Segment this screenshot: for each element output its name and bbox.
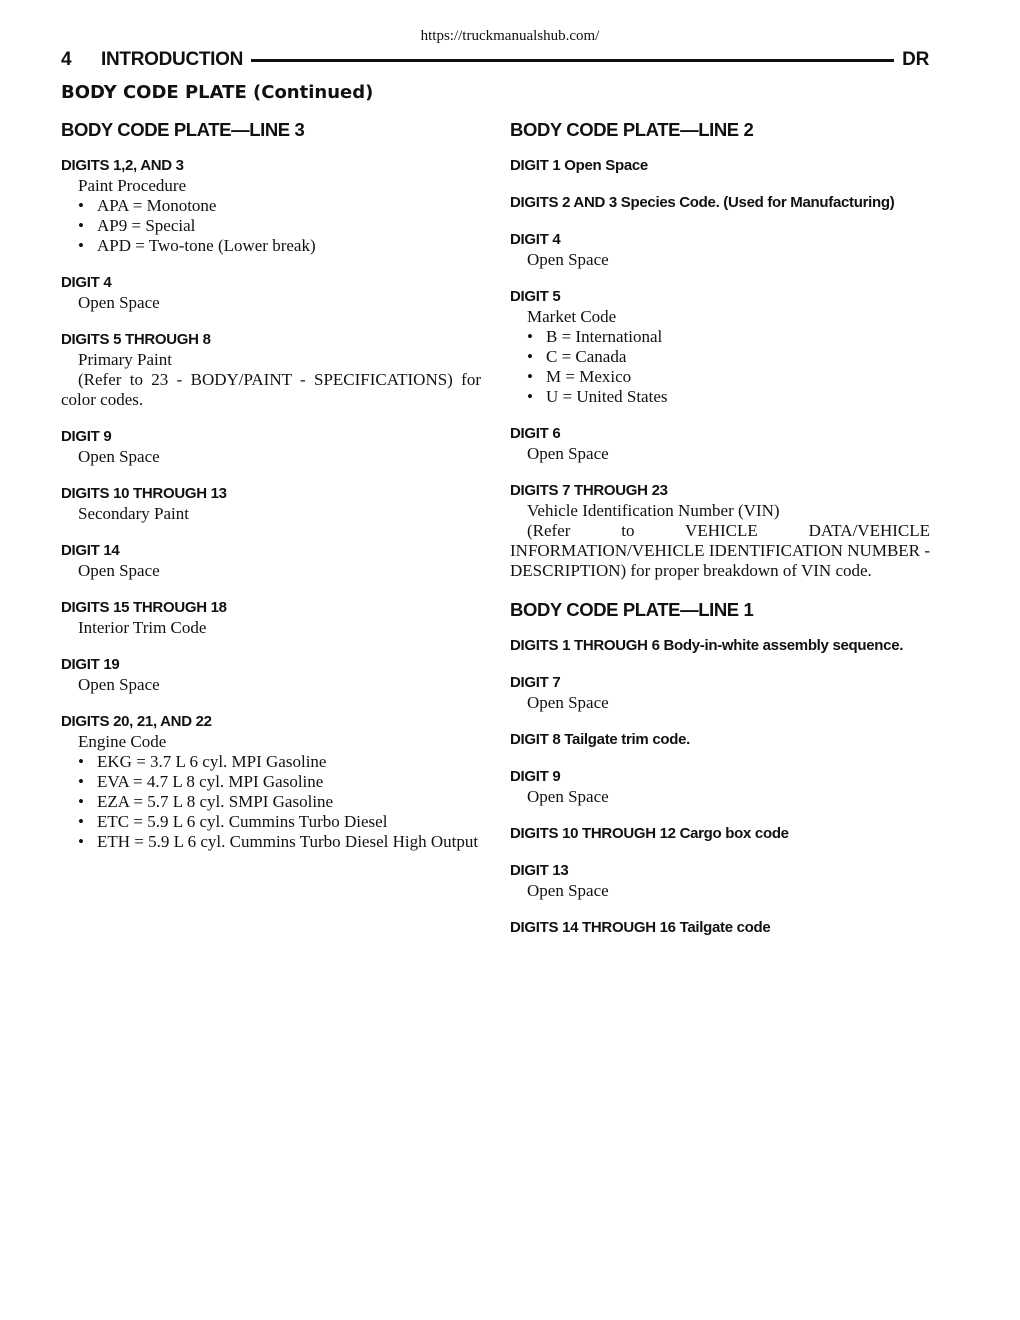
list-item: • EKG = 3.7 L 6 cyl. MPI Gasoline bbox=[78, 752, 327, 771]
list-item: • C = Canada bbox=[527, 347, 627, 366]
digit-text: Open Space bbox=[527, 787, 609, 806]
bullet-icon: • bbox=[78, 832, 84, 851]
digit-heading: DIGIT 4 bbox=[510, 231, 561, 248]
digit-item bbox=[510, 730, 930, 750]
digit-heading: DIGITS 1 THROUGH 6 Body-in-white assembly sequence. bbox=[510, 637, 904, 654]
digit-item bbox=[510, 861, 930, 901]
digit-heading: DIGITS 10 THROUGH 12 Cargo box code bbox=[510, 825, 789, 842]
digit-item bbox=[61, 541, 481, 581]
bullet-icon: • bbox=[527, 367, 533, 386]
left-column bbox=[61, 118, 481, 869]
digit-heading: DIGIT 14 bbox=[61, 542, 120, 559]
digit-heading: DIGIT 9 bbox=[61, 428, 112, 445]
digit-text: Open Space bbox=[78, 561, 160, 580]
digit-heading: DIGITS 2 AND 3 Species Code. (Used for Manufacturing) bbox=[510, 194, 895, 211]
digit-heading: DIGIT 4 bbox=[61, 274, 112, 291]
digit-note: (Refer to 23 - BODY/PAINT - SPECIFICATIONS) for color codes. bbox=[61, 370, 481, 409]
bullet-icon: • bbox=[527, 387, 533, 406]
digit-heading: DIGITS 14 THROUGH 16 Tailgate code bbox=[510, 919, 771, 936]
digit-heading: DIGITS 20, 21, AND 22 bbox=[61, 713, 212, 730]
bullet-icon: • bbox=[527, 347, 533, 366]
digit-heading: DIGIT 5 bbox=[510, 288, 561, 305]
digit-item bbox=[510, 673, 930, 713]
page-number: 4 bbox=[61, 49, 72, 70]
digit-item bbox=[510, 918, 930, 938]
digit-note: (Refer to VEHICLE DATA/VEHICLE INFORMATION/VEHICLE IDENTIFICATION NUMBER - DESCRIPTION) for proper breakdown of VIN code. bbox=[510, 521, 930, 580]
digit-text: Paint Procedure bbox=[78, 176, 187, 195]
right-column bbox=[510, 118, 930, 955]
list-item: • ETC = 5.9 L 6 cyl. Cummins Turbo Diesel bbox=[78, 812, 388, 831]
model-code: DR bbox=[902, 49, 929, 70]
digit-text: Market Code bbox=[527, 307, 617, 326]
digit-text: Open Space bbox=[527, 881, 609, 900]
list-item: • APD = Two-tone (Lower break) bbox=[78, 236, 316, 255]
digit-heading: DIGIT 19 bbox=[61, 656, 120, 673]
digit-text: Open Space bbox=[527, 693, 609, 712]
bullet-icon: • bbox=[78, 792, 84, 811]
section-name: INTRODUCTION bbox=[101, 49, 244, 70]
digit-heading: DIGITS 5 THROUGH 8 bbox=[61, 331, 211, 348]
bullet-icon: • bbox=[527, 327, 533, 346]
bullet-list bbox=[61, 196, 481, 256]
line1-title: BODY CODE PLATE—LINE 1 bbox=[510, 599, 754, 620]
digit-heading: DIGIT 7 bbox=[510, 674, 561, 691]
digit-item bbox=[510, 636, 930, 656]
digit-heading: DIGIT 9 bbox=[510, 768, 561, 785]
digit-heading: DIGITS 1,2, AND 3 bbox=[61, 157, 184, 174]
digit-item bbox=[61, 598, 481, 638]
digit-item bbox=[61, 712, 481, 852]
digit-item bbox=[510, 481, 930, 581]
digit-heading: DIGIT 13 bbox=[510, 862, 569, 879]
bullet-list bbox=[61, 752, 481, 852]
list-item: • ETH = 5.9 L 6 cyl. Cummins Turbo Diesel High Output bbox=[78, 832, 479, 851]
digit-text: Vehicle Identification Number (VIN) bbox=[527, 501, 780, 520]
bullet-icon: • bbox=[78, 236, 84, 255]
list-item: • AP9 = Special bbox=[78, 216, 196, 235]
digit-text: Open Space bbox=[527, 250, 609, 269]
digit-item bbox=[61, 484, 481, 524]
digit-text: Interior Trim Code bbox=[78, 618, 207, 637]
digit-text: Open Space bbox=[78, 675, 160, 694]
digit-heading: DIGIT 1 Open Space bbox=[510, 157, 648, 174]
digit-item bbox=[61, 427, 481, 467]
digit-item bbox=[61, 273, 481, 313]
bullet-icon: • bbox=[78, 812, 84, 831]
line3-title: BODY CODE PLATE—LINE 3 bbox=[61, 119, 305, 140]
digit-heading: DIGITS 7 THROUGH 23 bbox=[510, 482, 668, 499]
digit-item bbox=[510, 230, 930, 270]
digit-item bbox=[510, 424, 930, 464]
source-url: https://truckmanualshub.com/ bbox=[420, 28, 600, 44]
digit-heading: DIGIT 8 Tailgate trim code. bbox=[510, 731, 690, 748]
bullet-icon: • bbox=[78, 772, 84, 791]
digit-item bbox=[61, 156, 481, 256]
digit-item bbox=[510, 287, 930, 407]
bullet-icon: • bbox=[78, 752, 84, 771]
list-item: • EVA = 4.7 L 8 cyl. MPI Gasoline bbox=[78, 772, 324, 791]
list-item: • U = United States bbox=[527, 387, 668, 406]
line2-title: BODY CODE PLATE—LINE 2 bbox=[510, 119, 754, 140]
digit-item bbox=[510, 193, 930, 213]
digit-heading: DIGIT 6 bbox=[510, 425, 561, 442]
digit-item bbox=[61, 330, 481, 410]
bullet-list bbox=[510, 327, 930, 407]
section-title: BODY CODE PLATE (Continued) bbox=[61, 82, 374, 103]
page-header bbox=[61, 48, 929, 72]
header-rule bbox=[251, 59, 894, 62]
digit-text: Open Space bbox=[78, 447, 160, 466]
bullet-icon: • bbox=[78, 196, 84, 215]
digit-text: Open Space bbox=[527, 444, 609, 463]
digit-item bbox=[510, 156, 930, 176]
list-item: • APA = Monotone bbox=[78, 196, 217, 215]
digit-text: Engine Code bbox=[78, 732, 167, 751]
digit-item bbox=[510, 767, 930, 807]
digit-heading: DIGITS 15 THROUGH 18 bbox=[61, 599, 227, 616]
digit-item bbox=[61, 655, 481, 695]
digit-text: Secondary Paint bbox=[78, 504, 189, 523]
bullet-icon: • bbox=[78, 216, 84, 235]
digit-heading: DIGITS 10 THROUGH 13 bbox=[61, 485, 227, 502]
list-item: • M = Mexico bbox=[527, 367, 632, 386]
digit-text: Open Space bbox=[78, 293, 160, 312]
digit-item bbox=[510, 824, 930, 844]
list-item: • EZA = 5.7 L 8 cyl. SMPI Gasoline bbox=[78, 792, 334, 811]
digit-text: Primary Paint bbox=[78, 350, 172, 369]
list-item: • B = International bbox=[527, 327, 663, 346]
